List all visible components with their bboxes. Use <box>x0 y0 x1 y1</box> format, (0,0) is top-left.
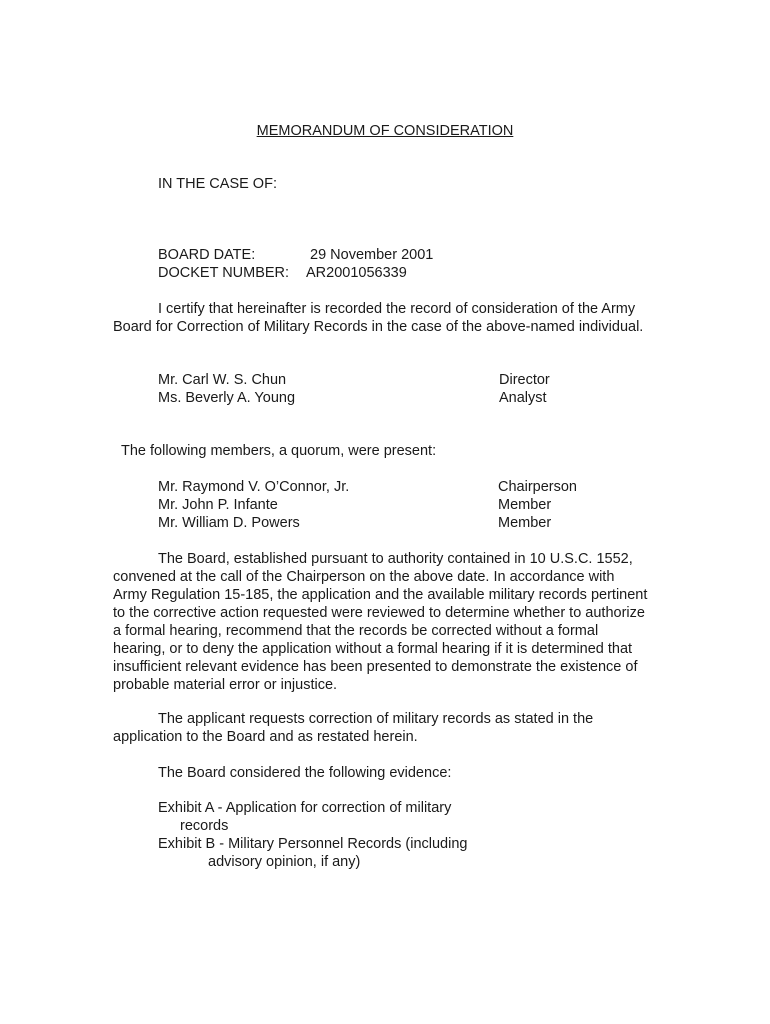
board-date-label: BOARD DATE: <box>158 247 256 263</box>
quorum-text: The following members, a quorum, were present: <box>121 443 437 459</box>
member-role: Chairperson <box>498 479 577 495</box>
staff-name: Mr. Carl W. S. Chun <box>158 372 287 388</box>
member-name: Mr. Raymond V. O’Connor, Jr. <box>158 479 350 495</box>
member-name: Mr. John P. Infante <box>158 497 278 513</box>
case-of-label: IN THE CASE OF: <box>158 176 277 192</box>
exhibit-b-continuation: advisory opinion, if any) <box>208 854 361 870</box>
docket-number-value: AR2001056339 <box>306 265 407 281</box>
exhibit-a-continuation: records <box>180 818 229 834</box>
exhibit-a-line: Exhibit A - Application for correction of military <box>158 800 452 816</box>
document-title: MEMORANDUM OF CONSIDERATION <box>256 123 514 139</box>
staff-role: Director <box>499 372 550 388</box>
board-date-value: 29 November 2001 <box>310 247 434 263</box>
member-role: Member <box>498 515 552 531</box>
staff-name: Ms. Beverly A. Young <box>158 390 296 406</box>
member-role: Member <box>498 497 552 513</box>
certify-paragraph: I certify that hereinafter is recorded the record of consideration of the Army Board for Correction of Military Records in the case of the above-named individual. <box>113 301 644 335</box>
applicant-paragraph: The applicant requests correction of military records as stated in the application to the Board and as restated herein. <box>113 711 594 745</box>
member-name: Mr. William D. Powers <box>158 515 300 531</box>
board-paragraph: The Board, established pursuant to authority contained in 10 U.S.C. 1552, convened at the call of the Chairperson on the above date. In accordance with Army Regulation 15-185, the application and the available military records pertinent to the corrective action requested were reviewed to determine whether to authorize a formal hearing, recommend that the records be corrected without a formal hearing, or to deny the application without a formal hearing if it is determined that insufficient relevant evidence has been presented to demonstrate the existence of probable material error or injustice. <box>113 551 648 693</box>
docket-number-label: DOCKET NUMBER: <box>158 265 290 281</box>
evidence-intro: The Board considered the following evidence: <box>158 765 452 781</box>
staff-role: Analyst <box>499 390 547 406</box>
exhibit-b-line: Exhibit B - Military Personnel Records (including <box>158 836 468 852</box>
